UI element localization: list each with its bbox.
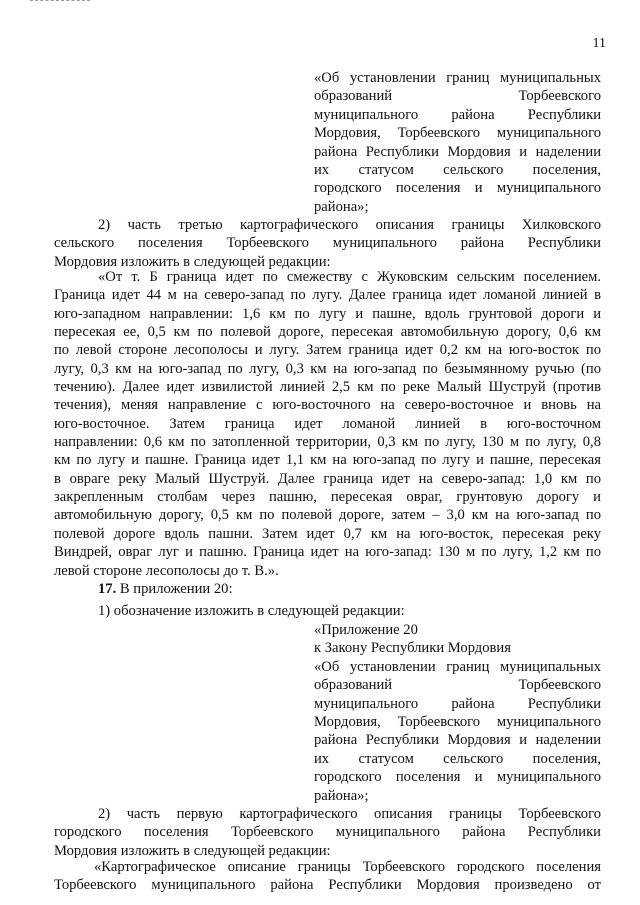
item-text: В приложении 20:	[116, 581, 233, 597]
boundary-description	[54, 268, 601, 580]
text-line: левой стороне лесополосы до т. В.».	[54, 562, 279, 579]
text-line: сельского поселения Торбеевского муниципального района Республики	[54, 235, 601, 252]
text-line: автомобильную дорогу, 0,5 км по полевой дороге, затем – 3,0 км на юго-запад по	[54, 507, 601, 524]
text-line: Торбеевского муниципального района Республики Мордовия произведено от	[54, 877, 601, 894]
text-line	[98, 580, 598, 598]
paragraph-part-one	[54, 805, 601, 860]
text-line: пересекая ее, 0,5 км по полевой дороге, пересекая автомобильную дорогу, 0,6 км	[54, 324, 601, 341]
text-line: направлении: 0,6 км по затопленной территории, 0,3 км по лугу, 130 м по лугу, 0,8	[54, 434, 601, 451]
text-line: Мордовия, Торбеевского муниципального	[314, 125, 601, 142]
paragraph-part-three	[54, 216, 601, 271]
text-line: лугу, 0,3 км на юго-запад по лугу, 0,3 км на юго-запад по безымянному ручью (по	[54, 360, 601, 377]
text-line: «От т. Б граница идет по смежеству с Жуковским сельским поселением.	[98, 269, 601, 285]
text-line: в овраге реку Малый Шуструй. Далее граница идет на северо-запад: 1,0 км по	[54, 470, 601, 487]
text-line: их статусом сельского поселения,	[314, 162, 601, 179]
text-line: по левой стороне лесополосы и лугу. Затем граница идет 0,2 км на юго-восток по	[54, 342, 601, 359]
text-line: городского поселения Торбеевского муниципального района Республики	[54, 824, 601, 841]
text-line: муниципального района Республики	[314, 695, 601, 712]
item-17	[98, 580, 598, 598]
reference-block-2	[314, 621, 601, 805]
text-line: района»;	[314, 198, 369, 215]
text-line: течения), меняя направление с юго-восточного на северо-восточное и вновь на	[54, 397, 601, 414]
text-line: полевой дороге вдоль пашни. Затем идет 0,7 км на юго-восток, пересекая реку	[54, 525, 601, 542]
text-line: городского поселения и муниципального	[314, 180, 601, 197]
text-line: юго-западном направлении: 1,6 км по лугу и пашне, вдоль грунтовой дороги и	[54, 305, 601, 322]
text-line: Мордовия изложить в следующей редакции:	[54, 253, 331, 270]
text-line: Виндрей, овраг луг и пашню. Граница идет на юго-запад: 130 м по лугу, 1,2 км по	[54, 544, 601, 561]
text-line: 2) часть первую картографического описания границы Торбеевского	[98, 806, 601, 822]
text-line: «Картографическое описание границы Торбеевского городского поселения	[94, 859, 601, 875]
text-line: Мордовия, Торбеевского муниципального	[314, 714, 601, 731]
text-line: «Приложение 20	[314, 622, 418, 638]
text-line: образований Торбеевского	[314, 88, 601, 105]
text-line: их статусом сельского поселения,	[314, 750, 601, 767]
text-line: района Республики Мордовия и наделении	[314, 143, 601, 160]
text-line: 2) часть третью картографического описания границы Хилковского	[98, 217, 601, 233]
text-line: образований Торбеевского	[314, 677, 601, 694]
item-number: 17.	[98, 581, 117, 597]
text-line: Граница идет 44 м на северо-запад по лугу. Далее граница идет ломаной линией в	[54, 287, 601, 304]
page-number: 11	[592, 36, 606, 51]
text-line: км по лугу и пашне. Граница идет 1,1 км на юго-запад по лугу и пашне, пересекая	[54, 452, 601, 469]
text-line: района Республики Мордовия и наделении	[314, 732, 601, 749]
text-line: юго-восточное. Затем граница идет ломаной линией в юго-восточном	[54, 415, 601, 432]
text-line: Мордовия изложить в следующей редакции:	[54, 842, 331, 859]
item-17-subitem-1	[98, 602, 598, 620]
scan-artifact	[30, 0, 90, 4]
text-line: «Об установлении границ муниципальных	[314, 70, 601, 86]
text-line: 1) обозначение изложить в следующей редакции:	[98, 603, 405, 619]
paragraph-final	[54, 858, 601, 895]
text-line: закрепленным столбам через пашню, пересекая овраг, грунтовую дорогу и	[54, 489, 601, 506]
text-line: муниципального района Республики	[314, 106, 601, 123]
reference-block-1	[314, 69, 601, 216]
text-line: района»;	[314, 787, 369, 804]
text-line: «Об установлении границ муниципальных	[314, 658, 601, 675]
text-line: городского поселения и муниципального	[314, 769, 601, 786]
text-line: к Закону Республики Мордовия	[314, 640, 511, 657]
text-line: течению). Далее идет извилистой линией 2,5 км по реке Малый Шуструй (против	[54, 379, 601, 396]
